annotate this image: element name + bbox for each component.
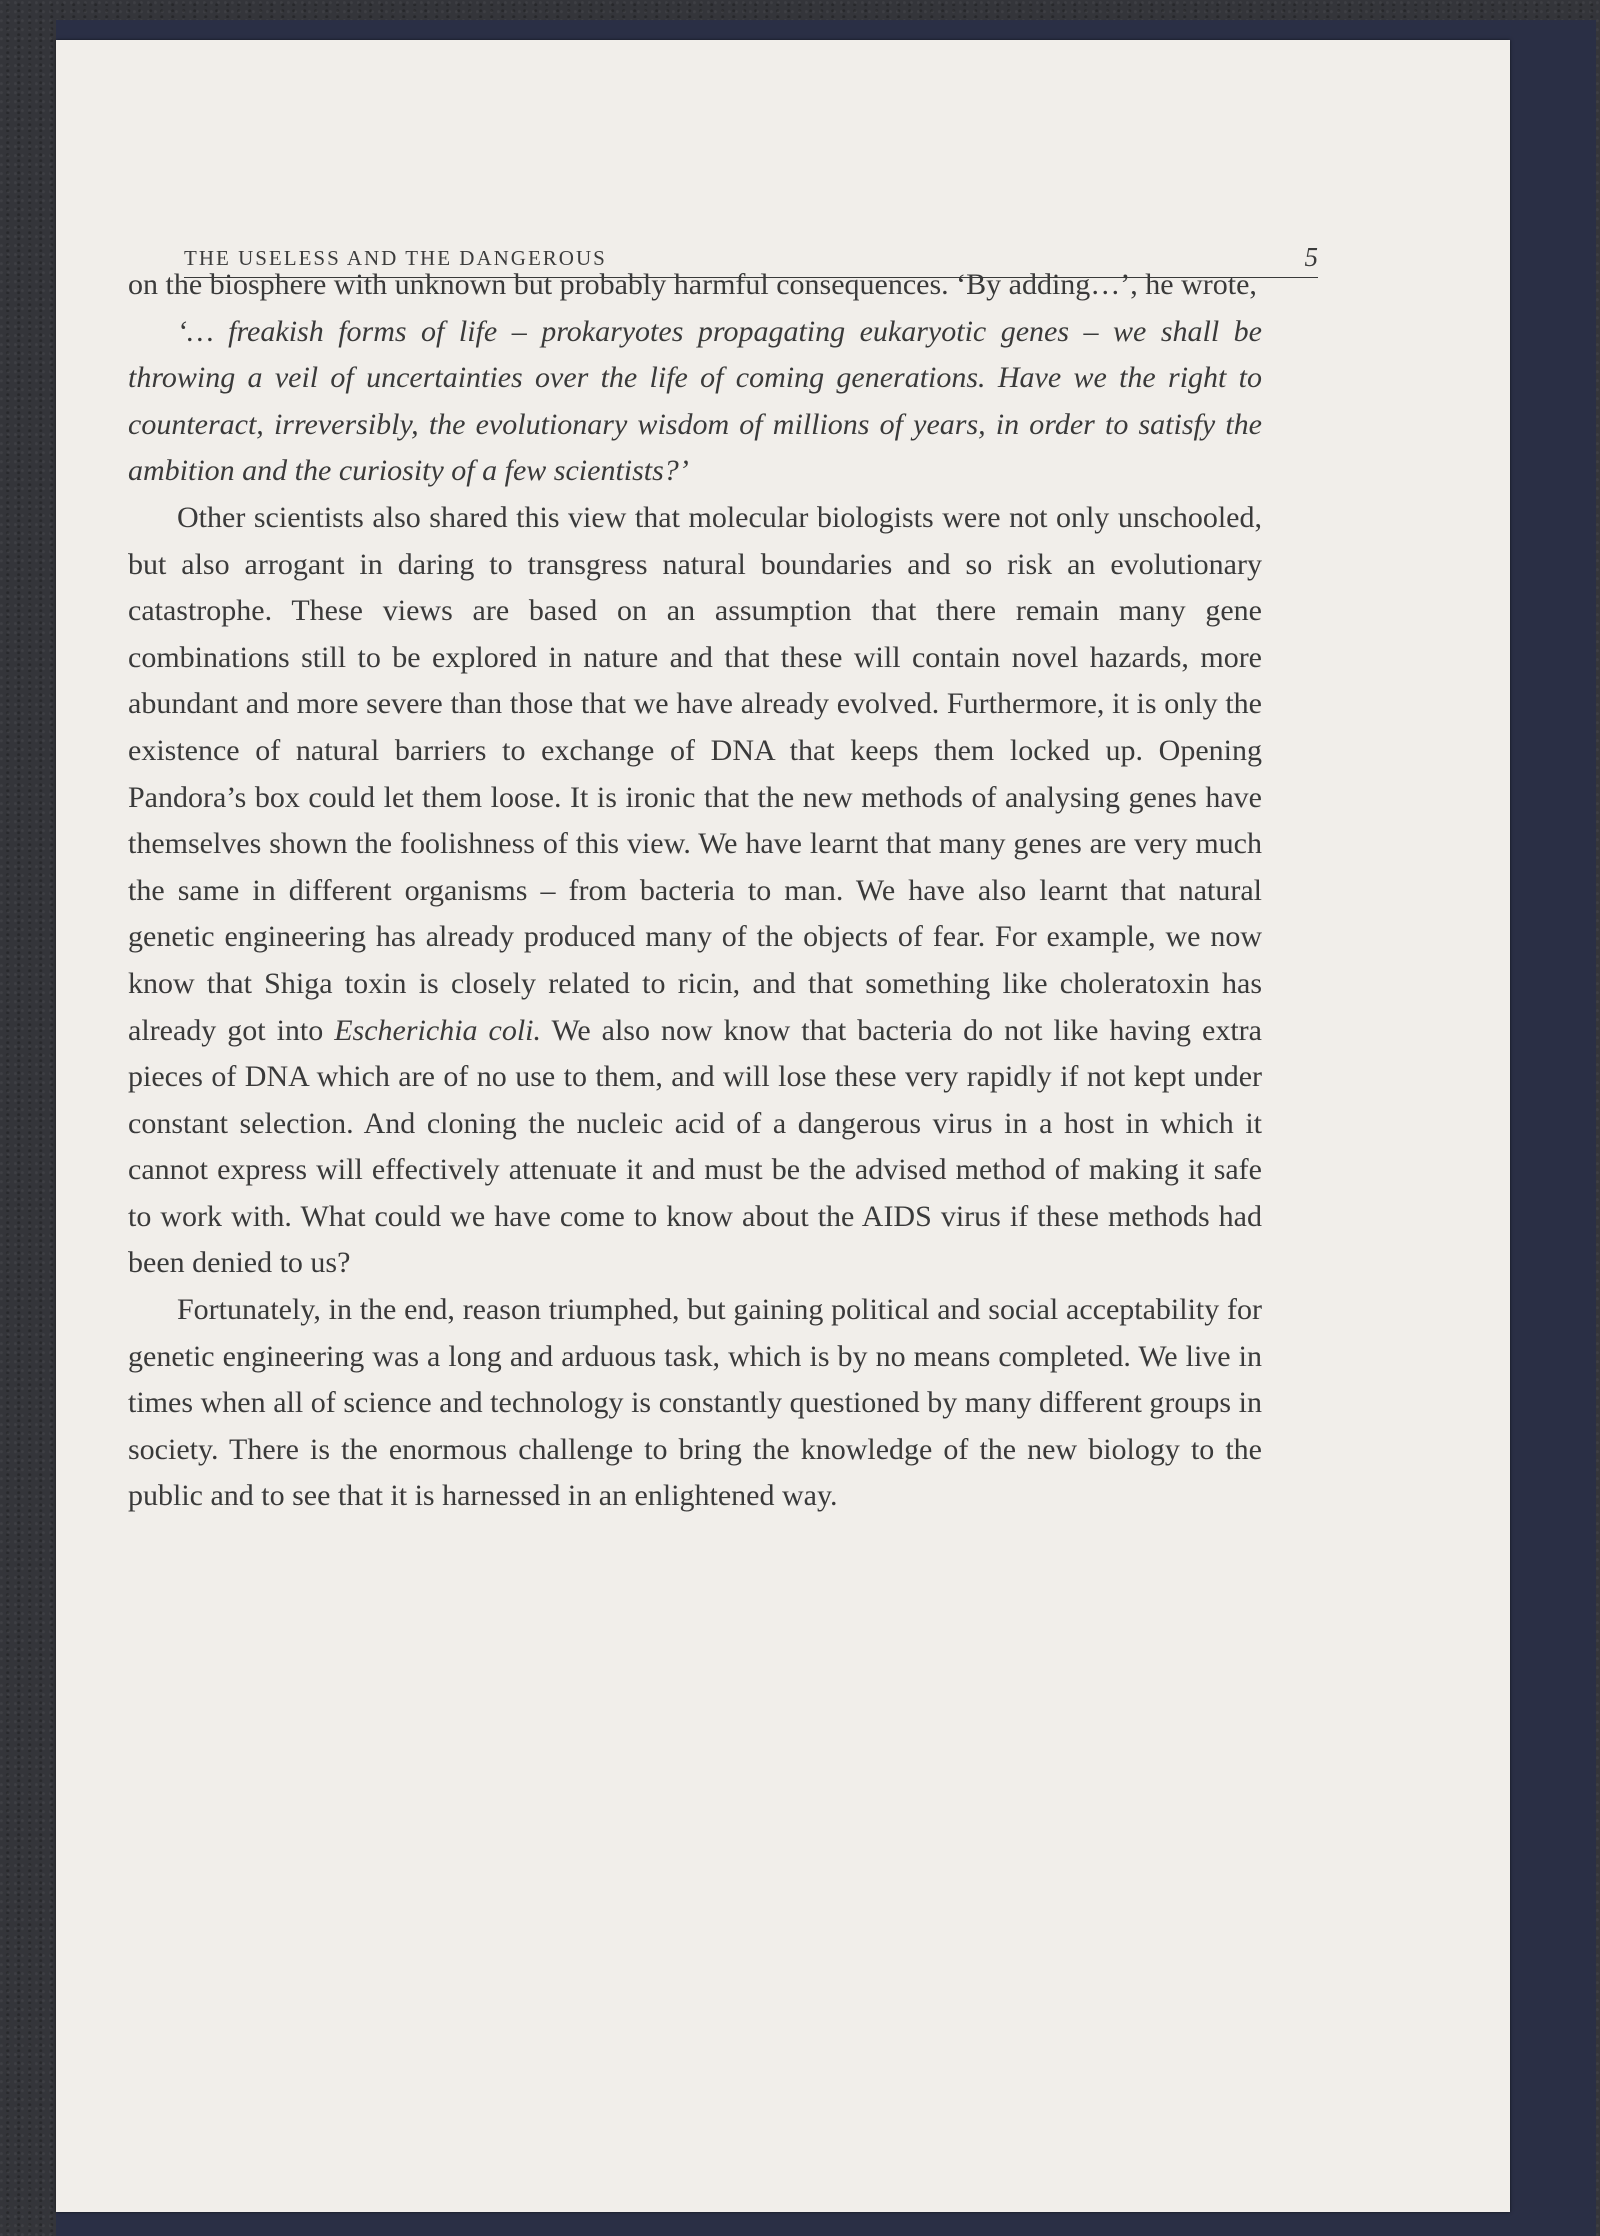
species-name: Escherichia coli. [334, 1013, 541, 1047]
block-quote: ‘… freakish forms of life – prokaryotes propagating eukaryotic genes – we shall be throwing a veil of uncertainties over the life of coming generations. Have we the right to counteract, irreversibly, the evolutionary wisdom of millions of years, in order to satisfy the ambition and the curiosity of a few scientists?’ [128, 314, 1262, 488]
paragraph-2-part-1: Other scientists also shared this view that molecular biologists were not only unschooled, but also arrogant in daring to transgress natural boundaries and so risk an evolutionary catastrophe. These views are based on an assumption that there remain many gene combinations still to be explored in nature and that these will contain novel hazards, more abundant and more severe than those that we have already evolved. Furthermore, it is only the existence of natural barriers to exchange of DNA that keeps them locked up. Opening Pandora’s box could let them loose. It is ironic that the new methods of analysing genes have themselves shown the foolishness of this view. We have learnt that many genes are very much the same in different organisms – from bacteria to man. We have also learnt that natural genetic engineering has already produced many of the objects of fear. For example, we now know that Shiga toxin is closely related to ricin, and that something like choleratoxin has already got into [128, 500, 1262, 1047]
running-title: THE USELESS AND THE DANGEROUS [184, 246, 607, 270]
body-text [128, 262, 1262, 1520]
paragraph-1: on the biosphere with unknown but probably harmful consequences. ‘By adding…’, he wrote, [128, 268, 1257, 301]
page-number: 5 [1304, 242, 1318, 272]
paragraph-2 [128, 495, 1262, 1287]
paragraph-3: Fortunately, in the end, reason triumphed, but gaining political and social acceptability for genetic engineering was a long and arduous task, which is by no means completed. We live in times when all of science and technology is constantly questioned by many different groups in society. There is the enormous challenge to bring the knowledge of the new biology to the public and to see that it is harnessed in an enlightened way. [128, 1293, 1262, 1513]
paragraph-2-part-2: We also now know that bacteria do not like having extra pieces of DNA which are of no use to them, and will lose these very rapidly if not kept under constant selection. And cloning the nucleic acid of a dangerous virus in a host in which it cannot express will effectively attenuate it and must be the advised method of making it safe to work with. What could we have come to know about the AIDS virus if these methods had been denied to us? [128, 1013, 1262, 1280]
